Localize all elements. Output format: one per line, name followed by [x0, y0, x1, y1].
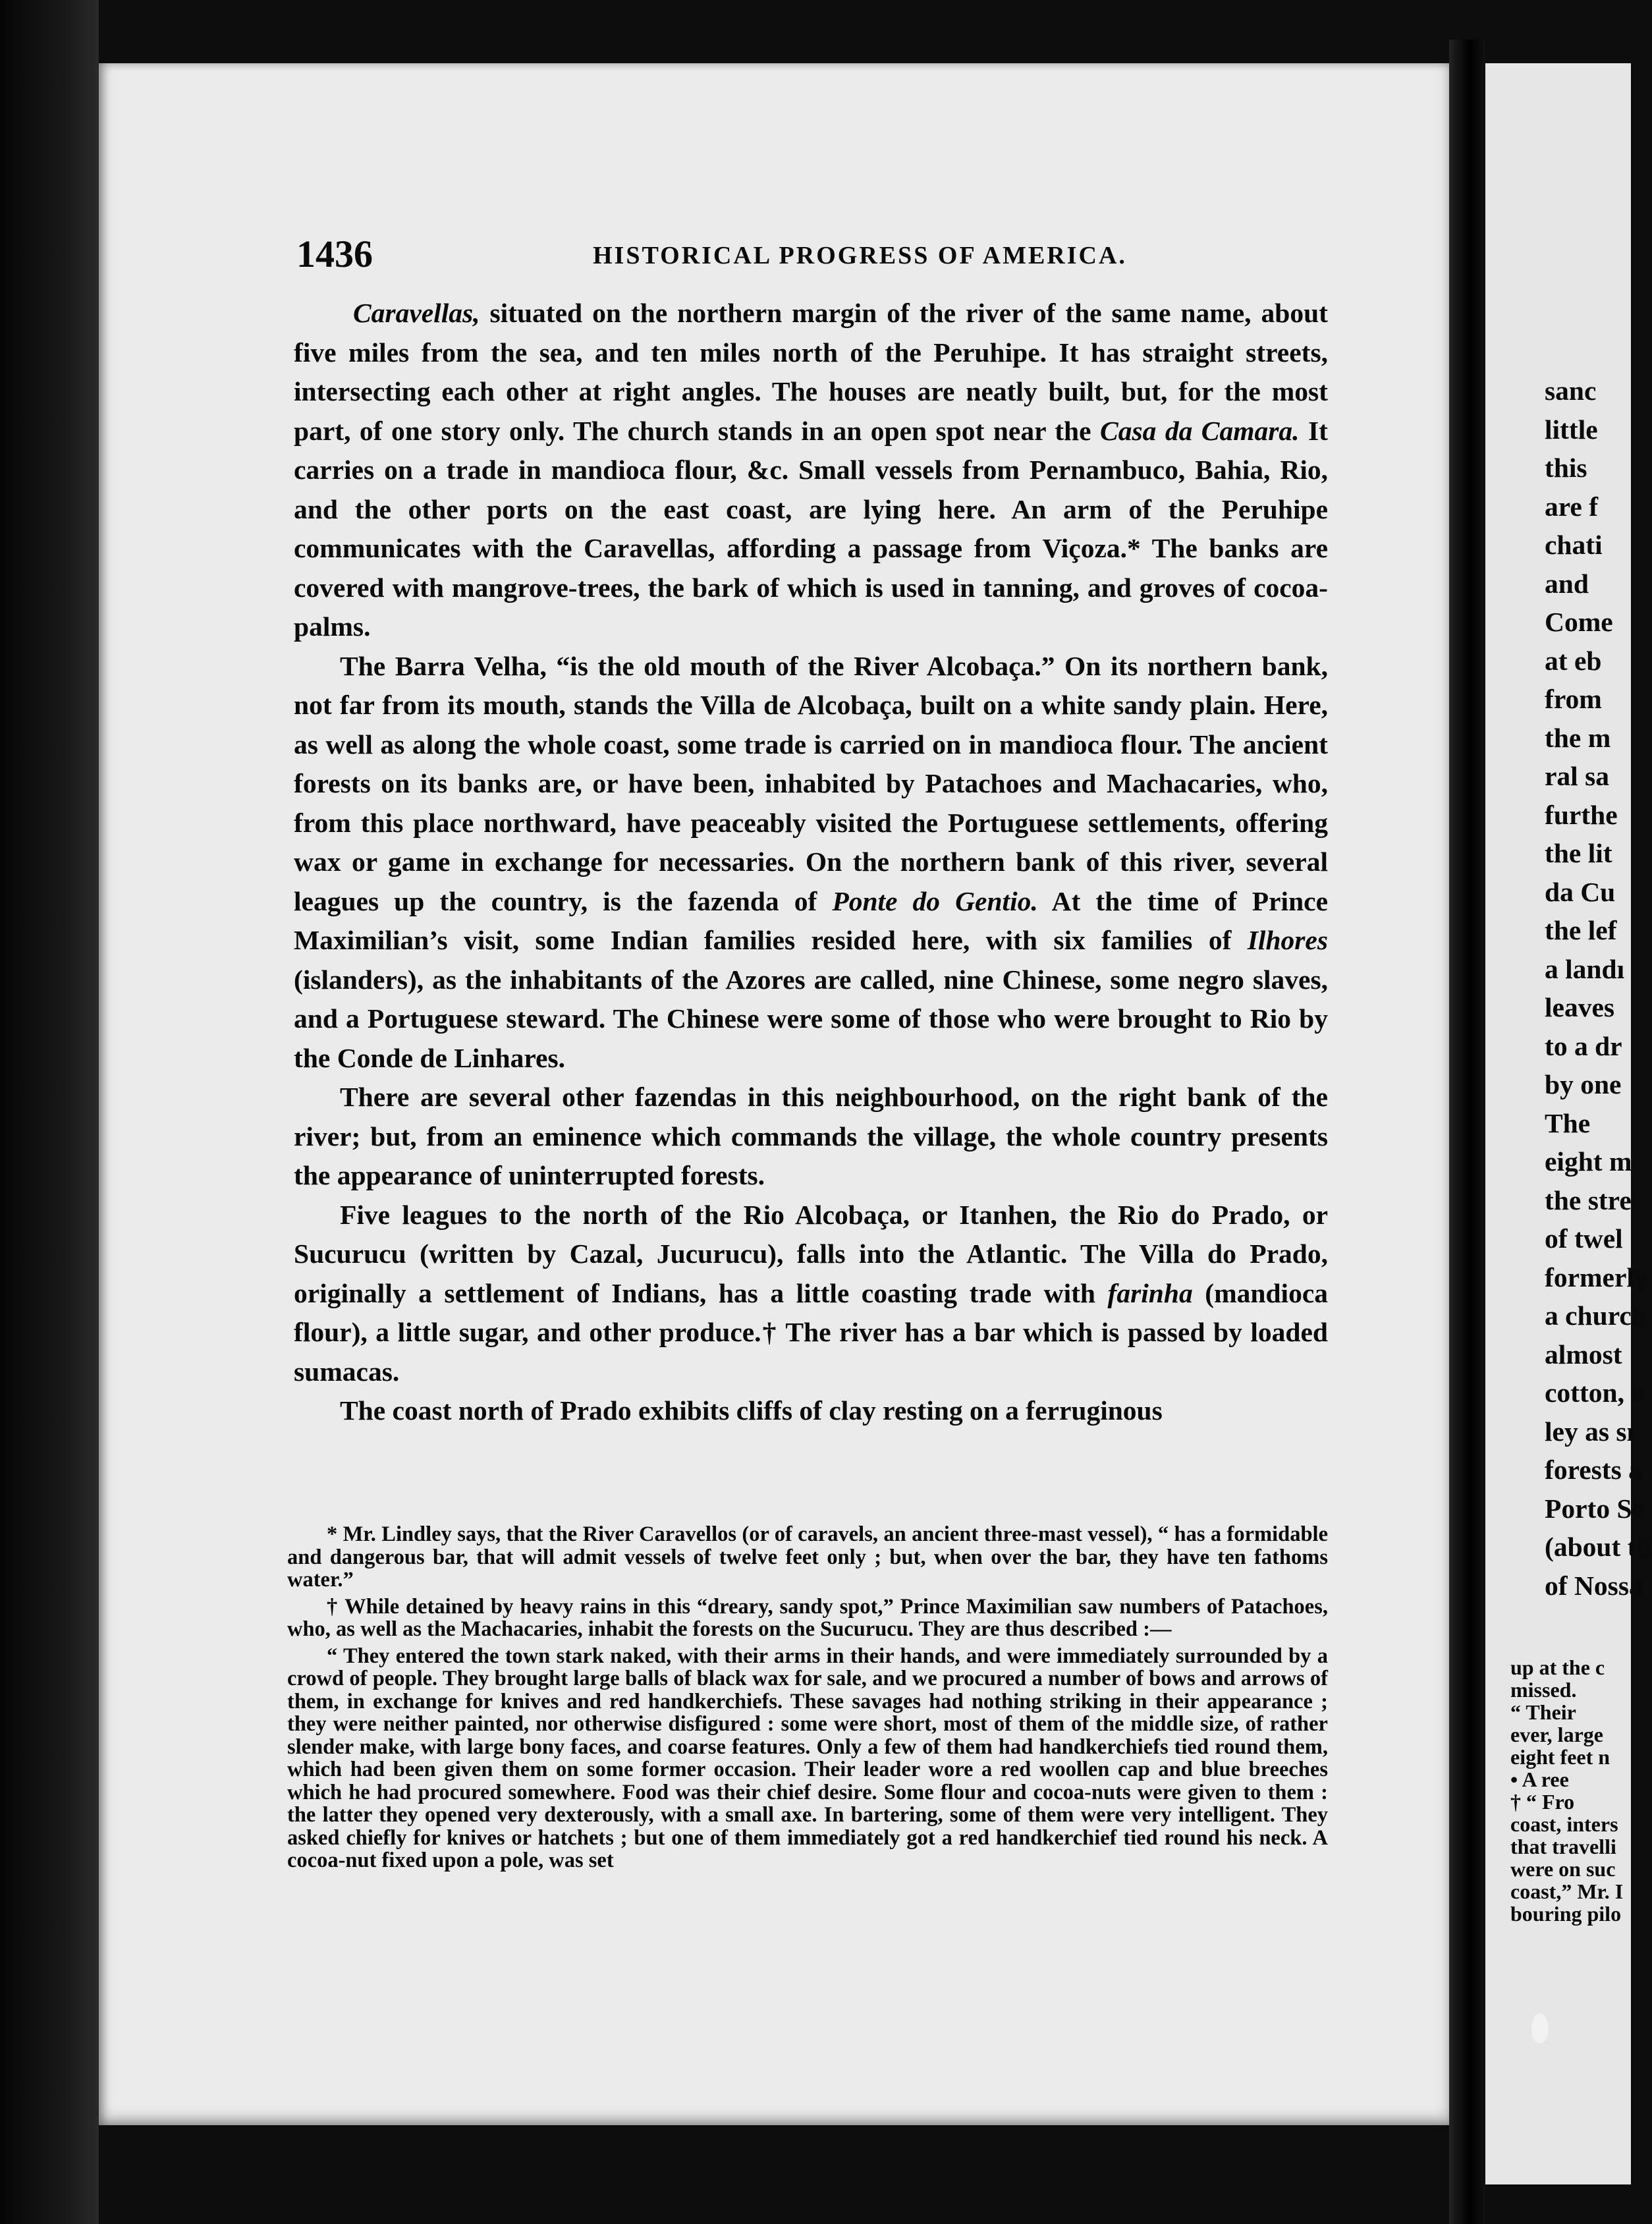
facing-page-line: the lit: [1545, 838, 1612, 868]
scan-speck: [1531, 2013, 1549, 2043]
facing-page-footnote-line: that travelli: [1510, 1835, 1616, 1858]
paragraph-caravellas: Caravellas, situated on the northern margin of the river of the same name, about five miles from the sea, and ten miles north of the Peruhipe. It has straight streets, intersecting each other at right angles. The houses are neatly built, but, for the most part, of one story only. The church stands in an open spot near the Casa da Camara. It carries on a trade in mandioca flour, &c. Small vessels from Pernambuco, Bahia, Rio, and the other ports on the east coast, are lying here. An arm of the Peruhipe communicates with the Caravellas, affording a passage from Viçoza.* The banks are covered with mangrove-trees, the bark of which is used in tanning, and groves of cocoa-palms.: [294, 298, 1328, 642]
facing-page-line: The: [1545, 1107, 1591, 1138]
running-title: HISTORICAL PROGRESS OF AMERICA.: [593, 242, 1127, 269]
facing-page-line: to a dr: [1545, 1030, 1622, 1061]
scan-margin: [0, 0, 99, 2224]
facing-page-footnote-line: ever, large: [1510, 1723, 1603, 1746]
footnote-2: † While detained by heavy rains in this “dreary, sandy spot,” Prince Maximilian saw numbers of Patachoes, who, as well as the Machacaries, inhabit the forests on the Sucurucu. They are thus described :—: [287, 1594, 1328, 1641]
facing-page-footnote-line: coast, inters: [1510, 1812, 1618, 1836]
facing-page-line: the stre: [1545, 1184, 1632, 1215]
facing-page-footnote-line: coast,” Mr. I: [1510, 1879, 1624, 1903]
facing-page-footnote-line: bouring pilo: [1510, 1902, 1622, 1926]
facing-page-line: da Cu: [1545, 876, 1616, 907]
facing-page-line: a landı: [1545, 953, 1625, 984]
facing-page-line: (about th: [1545, 1532, 1652, 1562]
facing-page-line: cotton, a: [1545, 1377, 1645, 1408]
facing-page-line: chati: [1545, 530, 1603, 560]
facing-page: [1485, 63, 1652, 2184]
paragraph-barra-velha: The Barra Velha, “is the old mouth of the River Alcobaça.” On its northern bank, not far from its mouth, stands the Villa de Alcobaça, built on a white sandy plain. Here, as well as along the whole coast, some trade is carried on in mandioca flour. The ancient forests on its banks are, or have been, inhabited by Patachoes and Machacaries, who, from this place northward, have peaceably visited the Portuguese settlements, offering wax or game in exchange for necessaries. On the northern bank of this river, several leagues up the country, is the fazenda of Ponte do Gentio. At the time of Prince Maximilian’s visit, some Indian families resided here, with six families of Ilhores (islanders), as the inhabitants of the Azores are called, nine Chinese, some negro slaves, and a Portuguese steward. The Chinese were some of those who were brought to Rio by the Conde de Linhares.: [294, 650, 1328, 1073]
footnote-2-quote: “ They entered the town stark naked, with their arms in their hands, and were immediately surrounded by a crowd of people. They brought large balls of black wax for sale, and we procured a number of bows and arrows of them, in exchange for knives and red handkerchiefs. These savages had nothing striking in their appearance ; they were neither painted, nor otherwise disfigured : some were short, most of them of the middle size, of rather slender make, with large bony faces, and coarse features. Only a few of them had handkerchiefs tied round them, which had been given them on some former occasion. Their leader wore a red woollen cap and blue breeches which he had procured somewhere. Food was their chief desire. Some flour and cocoa-nuts were given to them : the latter they opened very dexterously, with a small axe. In bartering, some of them were very intelligent. They asked chiefly for knives or hatchets ; but one of them immediately got a red handkerchief tied round his neck. A cocoa-nut fixed upon a pole, was set: [287, 1644, 1328, 1872]
place-name: Caravellas,: [353, 298, 480, 328]
main-text: [294, 294, 1328, 1431]
facing-page-footnotes: [1510, 1656, 1631, 1925]
facing-page-line: almost: [1545, 1339, 1622, 1370]
facing-page-line: are f: [1545, 491, 1599, 522]
facing-page-line: of Nossa: [1545, 1570, 1643, 1601]
book-gutter: [1449, 40, 1485, 2224]
paragraph-fazendas: There are several other fazendas in this neighbourhood, on the right bank of the river; but, from an eminence which commands the village, the whole country presents the appearance of uninterrupted forests.: [294, 1082, 1328, 1190]
facing-page-line: Porto Se: [1545, 1493, 1644, 1524]
footnotes: [287, 1523, 1328, 1876]
facing-page-line: Come: [1545, 607, 1613, 637]
paragraph-prado: Five leagues to the north of the Rio Alcobaça, or Itanhen, the Rio do Prado, or Sucurucu (written by Cazal, Jucurucu), falls into the Atlantic. The Villa do Prado, originally a settlement of Indians, has a little coasting trade with farinha (mandioca flour), a little sugar, and other produce.† The river has a bar which is passed by loaded sumacas.: [294, 1199, 1328, 1387]
facing-page-footnote-line: were on suc: [1510, 1857, 1616, 1881]
facing-page-text: [1545, 372, 1652, 1605]
facing-page-line: and: [1545, 568, 1589, 599]
footnote-1: * Mr. Lindley says, that the River Caravellos (or of caravels, an ancient three-mast vessel), “ has a formidable and dangerous bar, that will admit vessels of twelve feet only ; but, when over the bar, they have ten fathoms water.”: [287, 1522, 1328, 1592]
facing-page-footnote-line: up at the c: [1510, 1655, 1605, 1679]
facing-page-footnote-line: † “ Fro: [1510, 1790, 1575, 1814]
facing-page-line: of twel: [1545, 1223, 1623, 1254]
facing-page-line: the lef: [1545, 915, 1617, 945]
facing-page-line: ley as sı: [1545, 1416, 1635, 1447]
facing-page-line: sanc: [1545, 375, 1597, 406]
facing-page-footnote-line: eight feet n: [1510, 1745, 1611, 1769]
facing-page-line: furthe: [1545, 799, 1618, 830]
facing-page-line: by one: [1545, 1069, 1622, 1099]
facing-page-line: leaves: [1545, 992, 1615, 1022]
facing-page-line: from: [1545, 684, 1602, 714]
facing-page-line: a church: [1545, 1300, 1647, 1331]
page-number: 1436: [296, 233, 373, 275]
facing-page-line: eight m: [1545, 1146, 1632, 1177]
page-header: [296, 232, 1390, 278]
facing-page-line: ral sa: [1545, 761, 1609, 791]
facing-page-footnote-line: • A ree: [1510, 1767, 1569, 1791]
facing-page-line: formerly: [1545, 1262, 1648, 1293]
facing-page-line: at eb: [1545, 645, 1602, 676]
paragraph-coast: The coast north of Prado exhibits cliffs of clay resting on a ferruginous: [340, 1395, 1163, 1426]
facing-page-footnote-line: “ Their: [1510, 1700, 1576, 1724]
facing-page-footnote-line: missed.: [1510, 1678, 1577, 1702]
facing-page-line: forests a: [1545, 1455, 1642, 1485]
facing-page-line: the m: [1545, 722, 1611, 753]
facing-page-line: little: [1545, 414, 1598, 445]
facing-page-line: this: [1545, 453, 1587, 483]
